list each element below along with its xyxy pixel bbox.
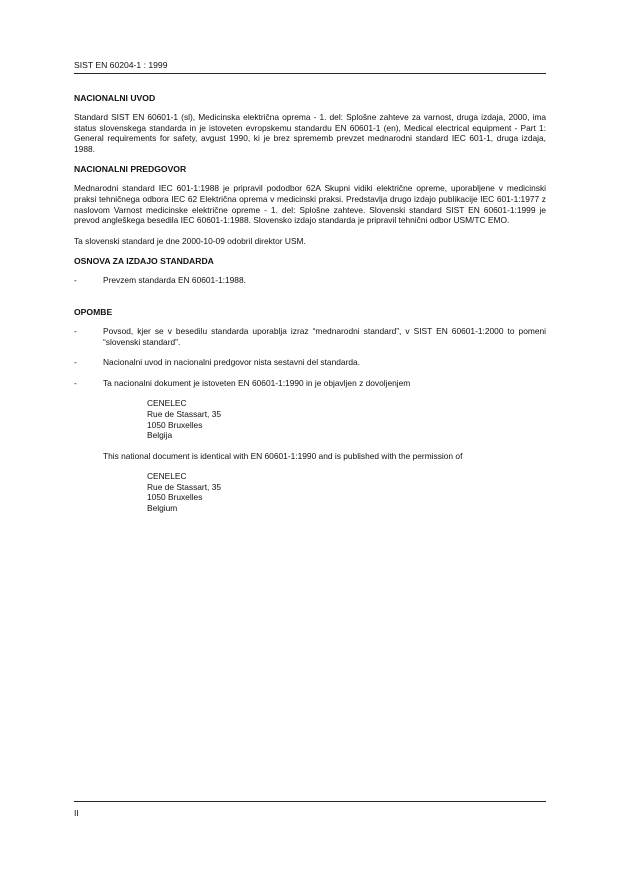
list-dash: - bbox=[74, 377, 77, 388]
list-dash: - bbox=[74, 275, 77, 286]
address-org: CENELEC bbox=[147, 471, 187, 482]
english-notice: This national document is identical with EN 60601-1:1990 and is published with the permission of bbox=[103, 450, 463, 461]
address-country: Belgium bbox=[147, 503, 178, 514]
paragraph: Standard SIST EN 60601-1 (sl), Medicinska električna oprema - 1. del: Splošne zahteve za varnost, druga izdaja, 2000, ima status slovenskega standarda in je istoveten evropskemu standardu EN 60601-1 (en), Medical electrical equipment - Part 1: General requirements for safety, avgust 1990, ki je brez sprememb prevzet mednarodni standard IEC 601-1, druga izdaja, 1988. bbox=[74, 112, 546, 154]
address-org: CENELEC bbox=[147, 398, 187, 409]
list-item-text: Nacionalni uvod in nacionalni predgovor nista sestavni del standarda. bbox=[103, 357, 360, 368]
paragraph: Mednarodni standard IEC 601-1:1988 je pripravil pododbor 62A Skupni vidiki električne opreme, uporabljene v medicinski praksi tehničnega odbora IEC 62 Električna oprema v medicinski praksi. Predstavlja drugo izdajo publikacije IEC 601-1:1977 z naslovom Varnost medicinske električne opreme - 1. del: Splošne zahteve. Slovenski standard SIST EN 60601-1:1999 je prevod angleškega besedila IEC 60601-1:1988. Slovensko izdajo standarda je pripravil tehnični odbor USM/TC EMO. bbox=[74, 183, 546, 226]
page-content bbox=[74, 93, 546, 524]
address-city: 1050 Bruxelles bbox=[147, 419, 203, 430]
address-block bbox=[147, 398, 546, 440]
list bbox=[74, 326, 546, 514]
address-street: Rue de Stassart, 35 bbox=[147, 481, 222, 492]
address-street: Rue de Stassart, 35 bbox=[147, 408, 222, 419]
section-heading: OPOMBE bbox=[74, 306, 113, 317]
section-heading: NACIONALNI UVOD bbox=[74, 93, 156, 103]
address-block bbox=[147, 471, 546, 513]
list-item bbox=[74, 275, 546, 286]
list-item-text: Povsod, kjer se v besedilu standarda uporablja izraz “mednarodni standard”, v SIST EN 60601-1:2000 to pomeni “slovenski standard”. bbox=[103, 325, 546, 347]
list-item bbox=[74, 378, 546, 514]
section-nacionalni-uvod bbox=[74, 93, 546, 154]
section-heading: OSNOVA ZA IZDAJO STANDARDA bbox=[74, 256, 214, 267]
header-rule bbox=[74, 73, 546, 74]
section-opombe bbox=[74, 307, 546, 514]
address-country: Belgija bbox=[147, 430, 173, 441]
page-number: II bbox=[74, 808, 79, 818]
section-osnova bbox=[74, 256, 546, 286]
paragraph: Ta slovenski standard je dne 2000-10-09 odobril direktor USM. bbox=[74, 235, 306, 246]
address-city: 1050 Bruxelles bbox=[147, 492, 203, 503]
list bbox=[74, 275, 546, 286]
section-heading: NACIONALNI PREDGOVOR bbox=[74, 164, 187, 175]
list-dash: - bbox=[74, 325, 77, 336]
list-item bbox=[74, 326, 546, 347]
running-header: SIST EN 60204-1 : 1999 bbox=[74, 60, 168, 70]
section-nacionalni-predgovor bbox=[74, 164, 546, 246]
list-dash: - bbox=[74, 357, 77, 368]
footer-rule bbox=[74, 801, 546, 802]
list-item-text: Prevzem standarda EN 60601-1:1988. bbox=[103, 275, 246, 286]
list-item bbox=[74, 357, 546, 368]
list-item-text: Ta nacionalni dokument je istoveten EN 60601-1:1990 in je objavljen z dovoljenjem bbox=[103, 377, 411, 388]
